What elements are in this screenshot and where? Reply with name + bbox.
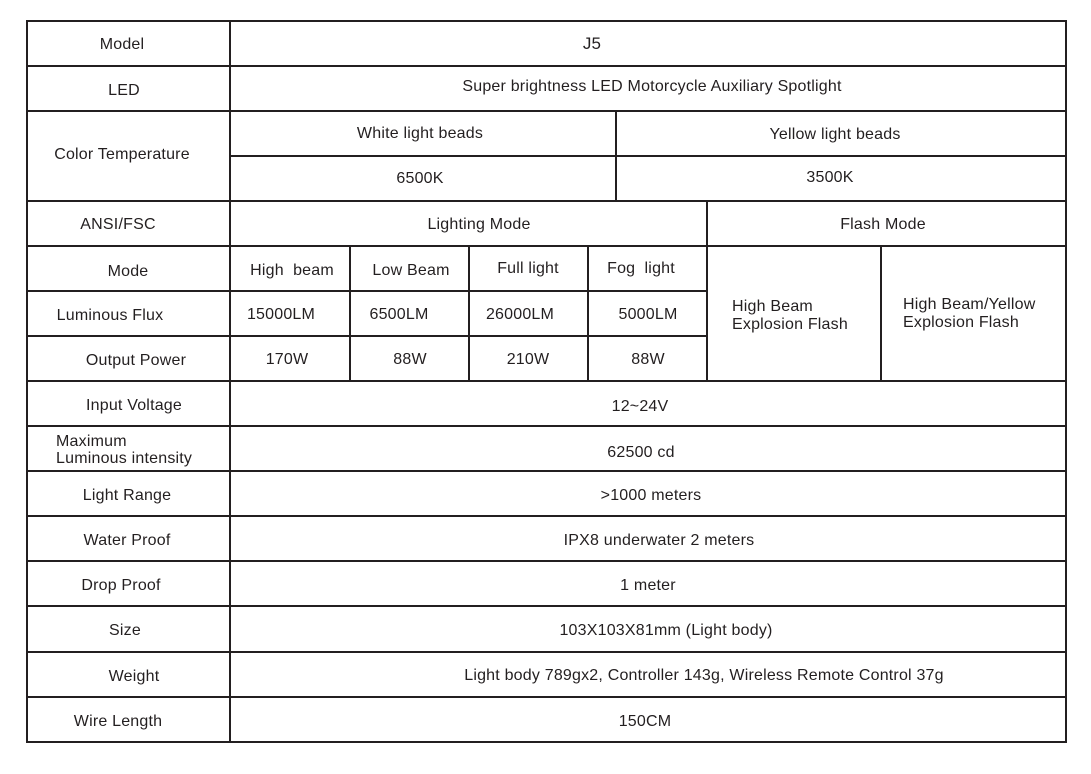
flux-full-light: 26000LM <box>485 306 555 323</box>
input-voltage-value: 12~24V <box>611 398 669 415</box>
row-divider <box>26 335 707 337</box>
drop-proof-value: 1 meter <box>620 577 676 594</box>
white-beads-header: White light beads <box>356 125 484 142</box>
table-border-left <box>26 20 28 742</box>
flux-low-beam: 6500LM <box>369 306 429 323</box>
led-label: LED <box>108 82 140 99</box>
water-proof-value: IPX8 underwater 2 meters <box>563 532 755 549</box>
column-divider <box>706 200 708 381</box>
row-divider <box>26 515 1067 517</box>
weight-value: Light body 789gx2, Controller 143g, Wireless Remote Control 37g <box>464 667 944 684</box>
row-divider <box>26 65 1067 67</box>
row-divider <box>26 245 1067 247</box>
mode-fog-light: Fog light <box>607 260 675 277</box>
mode-high-beam: High beam <box>250 262 334 279</box>
max-intensity-label-line2: Luminous intensity <box>56 450 193 467</box>
power-fog-light: 88W <box>631 351 665 368</box>
yellow-temperature-value: 3500K <box>806 169 854 186</box>
model-value: J5 <box>582 34 602 53</box>
weight-label: Weight <box>108 668 160 685</box>
row-divider <box>26 560 1067 562</box>
mode-full-light: Full light <box>497 260 559 277</box>
flash-yellow-line2: Explosion Flash <box>903 314 1019 331</box>
luminous-flux-label: Luminous Flux <box>56 307 164 324</box>
power-high-beam: 170W <box>265 351 309 368</box>
table-border-top <box>26 20 1067 22</box>
row-divider <box>230 155 1067 157</box>
mode-label: Mode <box>107 263 149 280</box>
row-divider <box>26 605 1067 607</box>
column-divider <box>880 245 882 381</box>
drop-proof-label: Drop Proof <box>81 577 161 594</box>
max-intensity-label-line1: Maximum <box>56 433 127 450</box>
light-range-value: >1000 meters <box>600 487 702 504</box>
column-divider <box>468 245 470 381</box>
power-low-beam: 88W <box>393 351 427 368</box>
table-border-right <box>1065 20 1067 742</box>
color-temperature-label: Color Temperature <box>54 146 190 163</box>
flash-yellow-line1: High Beam/Yellow <box>903 296 1036 313</box>
size-label: Size <box>109 622 141 639</box>
column-divider <box>229 20 231 742</box>
flux-fog-light: 5000LM <box>618 306 678 323</box>
flux-high-beam: 15000LM <box>246 306 316 323</box>
water-proof-label: Water Proof <box>83 532 171 549</box>
white-temperature-value: 6500K <box>396 170 444 187</box>
table-border-bottom <box>26 741 1067 743</box>
size-value: 103X103X81mm (Light body) <box>559 622 773 639</box>
row-divider <box>26 470 1067 472</box>
mode-low-beam: Low Beam <box>372 262 450 279</box>
row-divider <box>26 696 1067 698</box>
light-range-label: Light Range <box>82 487 172 504</box>
row-divider <box>26 425 1067 427</box>
model-label: Model <box>99 36 145 53</box>
wire-length-label: Wire Length <box>73 713 163 730</box>
wire-length-value: 150CM <box>618 713 672 730</box>
flash-high-beam-line2: Explosion Flash <box>732 316 848 333</box>
row-divider <box>26 290 707 292</box>
power-full-light: 210W <box>506 351 550 368</box>
flash-mode-header: Flash Mode <box>840 216 926 233</box>
lighting-mode-header: Lighting Mode <box>427 216 531 233</box>
column-divider <box>349 245 351 381</box>
max-intensity-value: 62500 cd <box>607 444 675 461</box>
flash-high-beam-line1: High Beam <box>732 298 813 315</box>
row-divider <box>26 380 1067 382</box>
row-divider <box>26 651 1067 653</box>
column-divider <box>615 110 617 200</box>
row-divider <box>26 110 1067 112</box>
row-divider <box>26 200 1067 202</box>
input-voltage-label: Input Voltage <box>85 397 183 414</box>
output-power-label: Output Power <box>85 352 187 369</box>
led-value: Super brightness LED Motorcycle Auxiliary Spotlight <box>462 78 842 95</box>
column-divider <box>587 245 589 381</box>
ansi-label: ANSI/FSC <box>80 216 156 233</box>
yellow-beads-header: Yellow light beads <box>769 126 901 143</box>
